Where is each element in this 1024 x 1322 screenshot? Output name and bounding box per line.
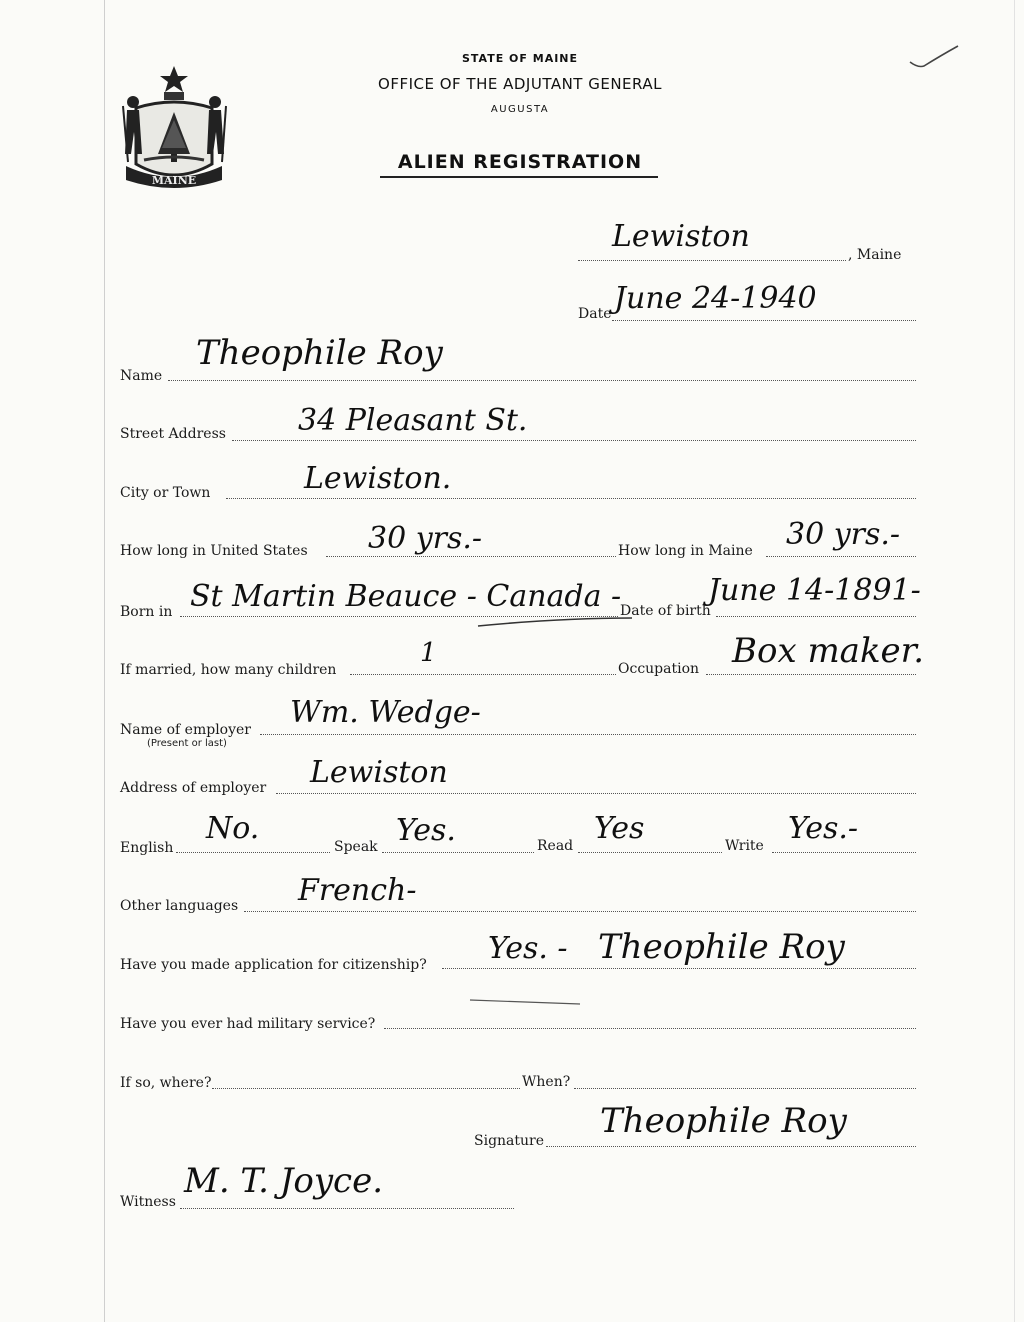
signature-value: Theophile Roy xyxy=(600,1101,847,1141)
born-in-value: St Martin Beauce - Canada - xyxy=(190,579,622,614)
employer-value: Wm. Wedge- xyxy=(290,695,481,730)
employer-address-value: Lewiston xyxy=(310,755,448,790)
english-label: English xyxy=(120,840,174,856)
children-value: 1 xyxy=(420,638,437,668)
occupation-label: Occupation xyxy=(618,661,700,677)
citizenship-label: Have you made application for citizenship? xyxy=(120,957,427,973)
other-languages-label: Other languages xyxy=(120,898,239,914)
us-duration-value: 30 yrs.- xyxy=(368,521,483,556)
when-label: When? xyxy=(522,1074,571,1090)
form-title: ALIEN REGISTRATION xyxy=(397,151,643,173)
header-state: STATE OF MAINE xyxy=(461,52,579,65)
occupation-value: Box maker. xyxy=(732,631,924,671)
dob-value: June 14-1891- xyxy=(708,573,921,608)
header-office: OFFICE OF THE ADJUTANT GENERAL xyxy=(378,75,662,93)
street-label: Street Address xyxy=(120,426,226,442)
city-value: Lewiston. xyxy=(304,461,452,496)
date-label: Date xyxy=(578,306,612,322)
me-duration-label: How long in Maine xyxy=(618,543,753,559)
born-in-label: Born in xyxy=(120,604,173,620)
read-label: Read xyxy=(537,838,574,854)
write-label: Write xyxy=(725,838,764,854)
me-duration-value: 30 yrs.- xyxy=(786,517,901,552)
speak-value: Yes. xyxy=(396,813,456,848)
where-label: If so, where? xyxy=(120,1075,212,1091)
dob-label: Date of birth xyxy=(620,603,711,619)
english-value: No. xyxy=(206,811,260,846)
citizenship-signature: Theophile Roy xyxy=(598,927,845,967)
name-value: Theophile Roy xyxy=(196,333,443,373)
us-duration-label: How long in United States xyxy=(120,543,308,559)
witness-label: Witness xyxy=(120,1194,176,1210)
witness-value: M. T. Joyce. xyxy=(184,1161,384,1201)
employer-address-label: Address of employer xyxy=(120,780,267,796)
write-value: Yes.- xyxy=(788,811,859,846)
name-label: Name xyxy=(120,368,163,384)
location-suffix-label: , Maine xyxy=(848,247,902,263)
employer-label: Name of employer xyxy=(120,722,251,738)
seal-banner-text: MAINE xyxy=(151,174,197,187)
date-value: June 24-1940 xyxy=(614,281,817,316)
read-value: Yes xyxy=(594,811,645,846)
location-value: Lewiston xyxy=(612,219,750,254)
signature-label: Signature xyxy=(474,1133,545,1149)
header-city: AUGUSTA xyxy=(490,104,550,115)
military-label: Have you ever had military service? xyxy=(120,1016,376,1032)
citizenship-value: Yes. - xyxy=(488,931,568,966)
children-label: If married, how many children xyxy=(120,662,337,678)
employer-sublabel: (Present or last) xyxy=(147,738,227,749)
other-languages-value: French- xyxy=(298,873,417,908)
street-value: 34 Pleasant St. xyxy=(298,403,528,438)
city-label: City or Town xyxy=(120,485,211,501)
speak-label: Speak xyxy=(334,839,378,855)
